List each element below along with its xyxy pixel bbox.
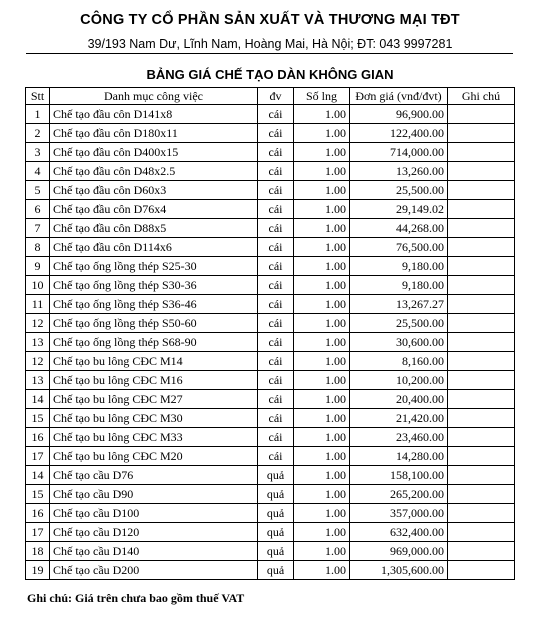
cell-stt: 1: [26, 105, 50, 124]
cell-unit: cái: [258, 162, 294, 181]
cell-stt: 7: [26, 219, 50, 238]
cell-unit-price: 21,420.00: [350, 409, 448, 428]
cell-stt: 13: [26, 371, 50, 390]
cell-note: [448, 371, 515, 390]
table-row: [26, 314, 515, 333]
cell-note: [448, 561, 515, 580]
cell-unit: cái: [258, 219, 294, 238]
cell-unit-price: 25,500.00: [350, 181, 448, 200]
cell-quantity: 1.00: [294, 276, 350, 295]
cell-unit: cái: [258, 352, 294, 371]
cell-unit: cái: [258, 143, 294, 162]
cell-stt: 16: [26, 428, 50, 447]
cell-quantity: 1.00: [294, 466, 350, 485]
cell-quantity: 1.00: [294, 200, 350, 219]
cell-quantity: 1.00: [294, 409, 350, 428]
cell-stt: 5: [26, 181, 50, 200]
cell-quantity: 1.00: [294, 162, 350, 181]
cell-unit: cái: [258, 200, 294, 219]
table-row: [26, 466, 515, 485]
cell-unit-price: 44,268.00: [350, 219, 448, 238]
table-row: [26, 295, 515, 314]
cell-unit: cái: [258, 124, 294, 143]
header-divider: [26, 53, 513, 54]
cell-quantity: 1.00: [294, 504, 350, 523]
cell-item-name: Chế tạo ống lồng thép S50-60: [50, 314, 258, 333]
cell-item-name: Chế tạo ống lồng thép S25-30: [50, 257, 258, 276]
cell-note: [448, 485, 515, 504]
cell-quantity: 1.00: [294, 447, 350, 466]
cell-unit-price: 23,460.00: [350, 428, 448, 447]
cell-unit-price: 10,200.00: [350, 371, 448, 390]
cell-unit: cái: [258, 295, 294, 314]
cell-unit-price: 122,400.00: [350, 124, 448, 143]
cell-stt: 16: [26, 504, 50, 523]
cell-quantity: 1.00: [294, 295, 350, 314]
table-row: [26, 181, 515, 200]
cell-stt: 14: [26, 390, 50, 409]
cell-note: [448, 333, 515, 352]
cell-quantity: 1.00: [294, 561, 350, 580]
cell-note: [448, 124, 515, 143]
cell-quantity: 1.00: [294, 333, 350, 352]
cell-note: [448, 200, 515, 219]
cell-quantity: 1.00: [294, 181, 350, 200]
cell-note: [448, 143, 515, 162]
cell-unit: quả: [258, 561, 294, 580]
table-row: [26, 200, 515, 219]
cell-stt: 19: [26, 561, 50, 580]
column-header-qty: Số lng: [294, 88, 350, 105]
cell-item-name: Chế tạo ống lồng thép S36-46: [50, 295, 258, 314]
cell-unit: quả: [258, 523, 294, 542]
cell-stt: 9: [26, 257, 50, 276]
cell-unit: quả: [258, 542, 294, 561]
cell-unit-price: 1,305,600.00: [350, 561, 448, 580]
cell-unit: cái: [258, 447, 294, 466]
cell-unit: cái: [258, 257, 294, 276]
company-name: CÔNG TY CỔ PHẦN SẢN XUẤT VÀ THƯƠNG MẠI TĐT: [80, 12, 460, 28]
column-header-note: Ghi chú: [448, 88, 515, 105]
cell-quantity: 1.00: [294, 143, 350, 162]
table-row: [26, 257, 515, 276]
cell-note: [448, 276, 515, 295]
cell-quantity: 1.00: [294, 124, 350, 143]
table-row: [26, 447, 515, 466]
cell-item-name: Chế tạo cầu D90: [50, 485, 258, 504]
table-header-row: [26, 88, 515, 105]
table-row: [26, 143, 515, 162]
cell-unit: cái: [258, 409, 294, 428]
column-header-price: Đơn giá (vnđ/đvt): [350, 88, 448, 105]
cell-quantity: 1.00: [294, 390, 350, 409]
cell-unit-price: 158,100.00: [350, 466, 448, 485]
price-table: [25, 87, 515, 580]
cell-unit-price: 357,000.00: [350, 504, 448, 523]
table-row: [26, 523, 515, 542]
cell-stt: 15: [26, 409, 50, 428]
cell-quantity: 1.00: [294, 542, 350, 561]
cell-item-name: Chế tạo cầu D120: [50, 523, 258, 542]
cell-stt: 15: [26, 485, 50, 504]
cell-note: [448, 105, 515, 124]
table-row: [26, 428, 515, 447]
cell-stt: 13: [26, 333, 50, 352]
cell-unit: cái: [258, 333, 294, 352]
cell-unit: cái: [258, 390, 294, 409]
cell-unit: quả: [258, 485, 294, 504]
cell-stt: 17: [26, 447, 50, 466]
cell-quantity: 1.00: [294, 257, 350, 276]
cell-unit: cái: [258, 238, 294, 257]
cell-note: [448, 295, 515, 314]
cell-unit: cái: [258, 276, 294, 295]
cell-item-name: Chế tạo cầu D76: [50, 466, 258, 485]
cell-stt: 18: [26, 542, 50, 561]
table-row: [26, 352, 515, 371]
cell-stt: 2: [26, 124, 50, 143]
table-row: [26, 276, 515, 295]
cell-stt: 3: [26, 143, 50, 162]
column-header-stt: Stt: [26, 88, 50, 105]
cell-unit-price: 9,180.00: [350, 276, 448, 295]
document-title: BẢNG GIÁ CHẾ TẠO DÀN KHÔNG GIAN: [146, 67, 394, 82]
cell-note: [448, 238, 515, 257]
cell-unit-price: 9,180.00: [350, 257, 448, 276]
cell-stt: 6: [26, 200, 50, 219]
cell-note: [448, 257, 515, 276]
cell-item-name: Chế tạo ống lồng thép S68-90: [50, 333, 258, 352]
cell-unit-price: 25,500.00: [350, 314, 448, 333]
cell-unit: quả: [258, 466, 294, 485]
cell-item-name: Chế tạo bu lông CĐC M20: [50, 447, 258, 466]
cell-note: [448, 162, 515, 181]
table-row: [26, 238, 515, 257]
cell-unit-price: 8,160.00: [350, 352, 448, 371]
cell-unit: cái: [258, 181, 294, 200]
cell-note: [448, 409, 515, 428]
cell-quantity: 1.00: [294, 105, 350, 124]
cell-quantity: 1.00: [294, 219, 350, 238]
cell-item-name: Chế tạo ống lồng thép S30-36: [50, 276, 258, 295]
cell-note: [448, 352, 515, 371]
table-row: [26, 105, 515, 124]
cell-item-name: Chế tạo đầu côn D141x8: [50, 105, 258, 124]
cell-stt: 12: [26, 352, 50, 371]
cell-unit-price: 13,267.27: [350, 295, 448, 314]
cell-item-name: Chế tạo đầu côn D114x6: [50, 238, 258, 257]
cell-quantity: 1.00: [294, 314, 350, 333]
cell-quantity: 1.00: [294, 352, 350, 371]
cell-unit: cái: [258, 105, 294, 124]
cell-note: [448, 504, 515, 523]
cell-item-name: Chế tạo đầu côn D180x11: [50, 124, 258, 143]
cell-item-name: Chế tạo đầu côn D400x15: [50, 143, 258, 162]
table-row: [26, 124, 515, 143]
cell-item-name: Chế tạo bu lông CĐC M30: [50, 409, 258, 428]
cell-stt: 14: [26, 466, 50, 485]
table-row: [26, 333, 515, 352]
table-row: [26, 371, 515, 390]
column-header-unit: đv: [258, 88, 294, 105]
cell-unit-price: 29,149.02: [350, 200, 448, 219]
cell-quantity: 1.00: [294, 485, 350, 504]
table-row: [26, 504, 515, 523]
cell-stt: 17: [26, 523, 50, 542]
cell-unit-price: 14,280.00: [350, 447, 448, 466]
cell-note: [448, 523, 515, 542]
cell-unit: cái: [258, 371, 294, 390]
cell-item-name: Chế tạo cầu D100: [50, 504, 258, 523]
cell-unit-price: 20,400.00: [350, 390, 448, 409]
cell-item-name: Chế tạo bu lông CĐC M33: [50, 428, 258, 447]
cell-stt: 12: [26, 314, 50, 333]
cell-note: [448, 181, 515, 200]
cell-unit-price: 30,600.00: [350, 333, 448, 352]
cell-unit-price: 265,200.00: [350, 485, 448, 504]
column-header-name: Danh mục công việc: [50, 88, 258, 105]
cell-item-name: Chế tạo đầu côn D60x3: [50, 181, 258, 200]
cell-item-name: Chế tạo đầu côn D76x4: [50, 200, 258, 219]
cell-note: [448, 314, 515, 333]
table-row: [26, 409, 515, 428]
cell-item-name: Chế tạo cầu D200: [50, 561, 258, 580]
cell-item-name: Chế tạo cầu D140: [50, 542, 258, 561]
cell-unit-price: 76,500.00: [350, 238, 448, 257]
cell-item-name: Chế tạo đầu côn D48x2.5: [50, 162, 258, 181]
company-address: 39/193 Nam Dư, Lĩnh Nam, Hoàng Mai, Hà Nội; ĐT: 043 9997281: [87, 37, 453, 51]
table-row: [26, 561, 515, 580]
cell-quantity: 1.00: [294, 428, 350, 447]
cell-note: [448, 219, 515, 238]
cell-note: [448, 390, 515, 409]
cell-unit-price: 714,000.00: [350, 143, 448, 162]
cell-unit-price: 13,260.00: [350, 162, 448, 181]
cell-quantity: 1.00: [294, 371, 350, 390]
cell-item-name: Chế tạo đầu côn D88x5: [50, 219, 258, 238]
table-row: [26, 219, 515, 238]
cell-item-name: Chế tạo bu lông CĐC M14: [50, 352, 258, 371]
cell-unit-price: 969,000.00: [350, 542, 448, 561]
cell-item-name: Chế tạo bu lông CĐC M27: [50, 390, 258, 409]
cell-item-name: Chế tạo bu lông CĐC M16: [50, 371, 258, 390]
cell-unit: quả: [258, 504, 294, 523]
table-row: [26, 485, 515, 504]
cell-unit: cái: [258, 314, 294, 333]
cell-note: [448, 447, 515, 466]
footer-note: Ghi chú: Giá trên chưa bao gồm thuế VAT: [27, 591, 245, 605]
cell-unit-price: 96,900.00: [350, 105, 448, 124]
cell-quantity: 1.00: [294, 238, 350, 257]
cell-unit: cái: [258, 428, 294, 447]
cell-stt: 8: [26, 238, 50, 257]
cell-stt: 11: [26, 295, 50, 314]
cell-unit-price: 632,400.00: [350, 523, 448, 542]
table-row: [26, 390, 515, 409]
table-row: [26, 162, 515, 181]
cell-stt: 4: [26, 162, 50, 181]
cell-note: [448, 466, 515, 485]
cell-note: [448, 428, 515, 447]
cell-stt: 10: [26, 276, 50, 295]
cell-quantity: 1.00: [294, 523, 350, 542]
table-row: [26, 542, 515, 561]
cell-note: [448, 542, 515, 561]
